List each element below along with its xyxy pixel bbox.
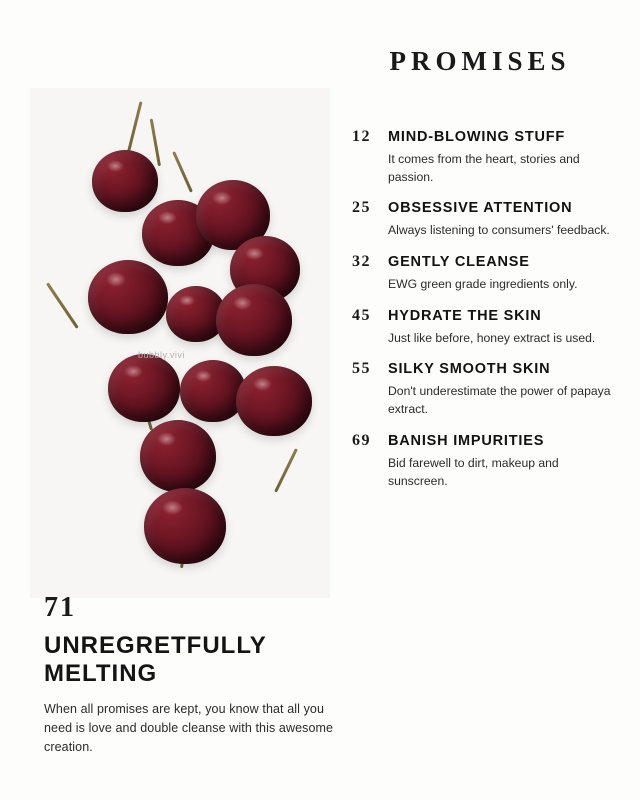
list-item-header: [352, 360, 620, 378]
list-item-header: [352, 199, 620, 217]
list-item: [352, 199, 620, 240]
cherry: [236, 366, 312, 436]
cherry: [144, 488, 226, 564]
list-item-header: [352, 128, 620, 146]
list-item-header: [352, 253, 620, 271]
list-item-number: 12: [352, 128, 371, 145]
feature-block: [44, 592, 334, 758]
watermark: bubbly.vivi: [138, 350, 185, 360]
list-item-description: Don't underestimate the power of papaya extract.: [388, 384, 611, 417]
list-item-number: 32: [352, 253, 371, 271]
list-item: [352, 253, 620, 294]
cherry: [92, 150, 158, 212]
list-item-description: Just like before, honey extract is used.: [388, 330, 596, 345]
cherry: [88, 260, 168, 334]
cherry-stem: [150, 118, 161, 166]
cherry: [108, 354, 180, 422]
cherry-stem: [126, 101, 142, 156]
list-item-description: Always listening to consumers' feedback.: [388, 223, 610, 238]
list-item: [352, 128, 620, 186]
list-item-title: SILKY SMOOTH SKIN: [388, 361, 551, 378]
page-title: PROMISES: [389, 46, 571, 76]
list-item-header: [352, 307, 620, 325]
list-item-number: 69: [352, 431, 371, 449]
list-item: [352, 360, 620, 418]
promises-list: [352, 128, 620, 503]
cherry-stem: [274, 448, 298, 492]
list-item-title: HYDRATE THE SKIN: [388, 307, 542, 324]
list-item-number: 55: [352, 360, 371, 378]
list-item-title: GENTLY CLEANSE: [388, 254, 530, 271]
list-item-description: Bid farewell to dirt, makeup and sunscreen.: [388, 455, 559, 488]
list-item-title: BANISH IMPURITIES: [388, 432, 545, 449]
cherry: [140, 420, 216, 492]
list-item-title: MIND-BLOWING STUFF: [388, 129, 566, 145]
cherry: [216, 284, 292, 356]
list-item-description: EWG green grade ingredients only.: [388, 277, 578, 292]
feature-body: When all promises are kept, you know that all you need is love and double cleanse with this awesome creation.: [44, 701, 334, 755]
list-item-header: [352, 432, 620, 450]
cherry: [180, 360, 246, 422]
list-item: [352, 307, 620, 348]
cherries-photo: [30, 88, 330, 598]
cherry-stem: [46, 282, 79, 328]
list-item-number: 25: [352, 199, 371, 217]
list-item-description: It comes from the heart, stories and passion.: [388, 152, 580, 184]
list-item-title: OBSESSIVE ATTENTION: [388, 200, 573, 217]
list-item-number: 45: [352, 306, 371, 324]
feature-number: 71: [44, 592, 76, 623]
cherry-stem: [172, 151, 193, 192]
feature-heading: UNREGRETFULLY MELTING: [44, 632, 267, 687]
list-item: [352, 432, 620, 490]
